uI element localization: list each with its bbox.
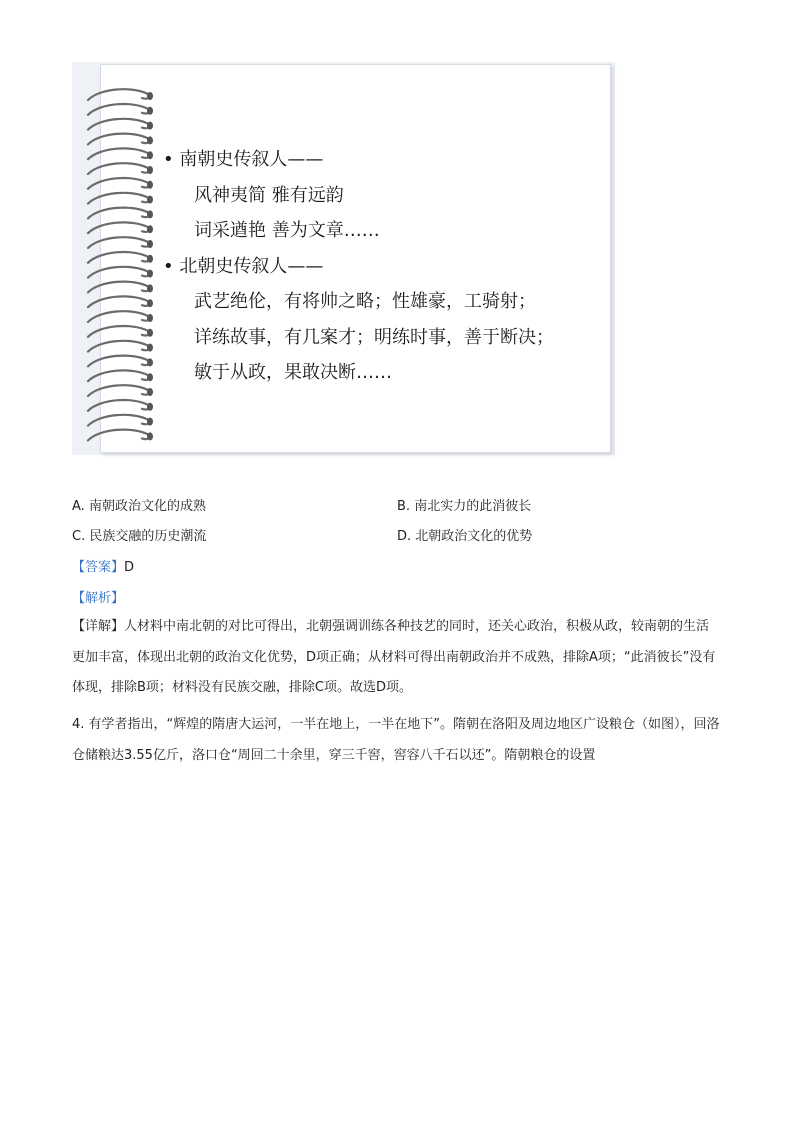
spiral-hole — [147, 418, 153, 426]
spiral-hole — [147, 329, 153, 337]
spiral-hole — [147, 122, 153, 130]
spiral-hole — [147, 107, 153, 115]
spiral-ring — [88, 282, 150, 293]
spiral-ring — [88, 311, 150, 322]
answer-value: D — [124, 560, 135, 575]
option-text: 南北实力的此消彼长 — [414, 499, 532, 514]
spiral-ring — [88, 208, 150, 219]
spiral-ring — [88, 326, 150, 337]
detail-text: 人材料中南北朝的对比可得出，北朝强调训练各种技艺的同时，还关心政治，积极从政，较南朝的生活更加丰富，体现出北朝的政治文化优势，D项正确；从材料可得出南朝政治并不成熟，排除A项；“此消彼长”没有体现，排除B项；材料没有民族交融，排除C项。故选D项。 — [72, 619, 716, 695]
spiral-ring — [88, 430, 150, 441]
spiral-ring — [88, 385, 150, 396]
answer-line — [72, 556, 134, 575]
spiral-hole — [147, 314, 153, 322]
slide-line: • 南朝史传叙人—— — [163, 149, 324, 170]
option-letter: A. — [72, 499, 85, 514]
analysis-label: 【解析】 — [72, 591, 125, 606]
detail-paragraph — [72, 612, 722, 704]
spiral-ring — [88, 370, 150, 381]
spiral-ring — [88, 341, 150, 352]
spiral-hole — [147, 373, 153, 381]
slide-line: 风神夷简 雅有远韵 — [194, 184, 344, 206]
option-text: 民族交融的历史潮流 — [89, 529, 207, 544]
option-letter: B. — [397, 499, 411, 514]
spiral-hole — [147, 358, 153, 366]
slide-line: 词采遒艳 善为文章…… — [194, 220, 380, 241]
option-c[interactable] — [72, 525, 206, 544]
spiral-ring — [88, 148, 150, 159]
spiral-hole — [147, 270, 153, 278]
spiral-ring — [88, 163, 150, 174]
slide-line: 敏于从政，果敢决断…… — [194, 362, 392, 383]
spiral-hole — [147, 225, 153, 233]
spiral-ring — [88, 296, 150, 307]
spiral-hole — [147, 181, 153, 189]
spiral-ring — [88, 400, 150, 411]
spiral-ring — [88, 134, 150, 145]
spiral-ring — [88, 193, 150, 204]
option-d[interactable] — [397, 525, 532, 544]
option-a[interactable] — [72, 495, 206, 514]
spiral-ring — [88, 237, 150, 248]
slide-image — [72, 62, 615, 455]
slide-line: 武艺绝伦，有将帅之略；性雄豪，工骑射； — [194, 291, 536, 312]
option-text: 南朝政治文化的成熟 — [88, 499, 206, 514]
spiral-ring — [88, 178, 150, 189]
spiral-hole — [147, 196, 153, 204]
spiral-hole — [147, 284, 153, 292]
spiral-hole — [147, 136, 153, 144]
spiral-hole — [147, 299, 153, 307]
analysis-line — [72, 587, 124, 606]
spiral-hole — [147, 255, 153, 263]
slide-line: 详练故事，有几案才；明练时事，善于断决； — [194, 326, 554, 348]
question-4-text: 4. 有学者指出，“辉煌的隋唐大运河，一半在地上，一半在地下”。隋朝在洛阳及周边地区广设粮仓（如图），回洛仓储粮达3.55亿斤，洛口仓“周回二十余里，穿三千窖，窖容八千石以还”。隋朝粮仓的设置 — [72, 717, 720, 763]
answer-label: 【答案】 — [72, 560, 125, 575]
spiral-hole — [147, 210, 153, 218]
spiral-ring — [88, 119, 150, 130]
spiral-ring — [88, 415, 150, 426]
spiral-ring — [88, 252, 150, 263]
slide-text — [163, 142, 554, 391]
spiral-ring — [88, 104, 150, 115]
spiral-ring — [88, 222, 150, 233]
spiral-hole — [147, 166, 153, 174]
spiral-hole — [147, 92, 153, 100]
detail-label: 【详解】 — [72, 619, 125, 634]
spiral-hole — [147, 240, 153, 248]
spiral-hole — [147, 432, 153, 440]
option-letter: D. — [397, 529, 412, 544]
option-b[interactable] — [397, 495, 531, 514]
spiral-ring — [88, 89, 150, 100]
spiral-ring — [88, 356, 150, 367]
question-4 — [72, 710, 722, 771]
option-text: 北朝政治文化的优势 — [415, 529, 533, 544]
spiral-ring — [88, 267, 150, 278]
slide-line: • 北朝史传叙人—— — [163, 255, 324, 277]
spiral-binding-icon — [72, 82, 162, 452]
spiral-hole — [147, 344, 153, 352]
spiral-hole — [147, 388, 153, 396]
option-letter: C. — [72, 529, 86, 544]
spiral-hole — [147, 151, 153, 159]
spiral-hole — [147, 403, 153, 411]
